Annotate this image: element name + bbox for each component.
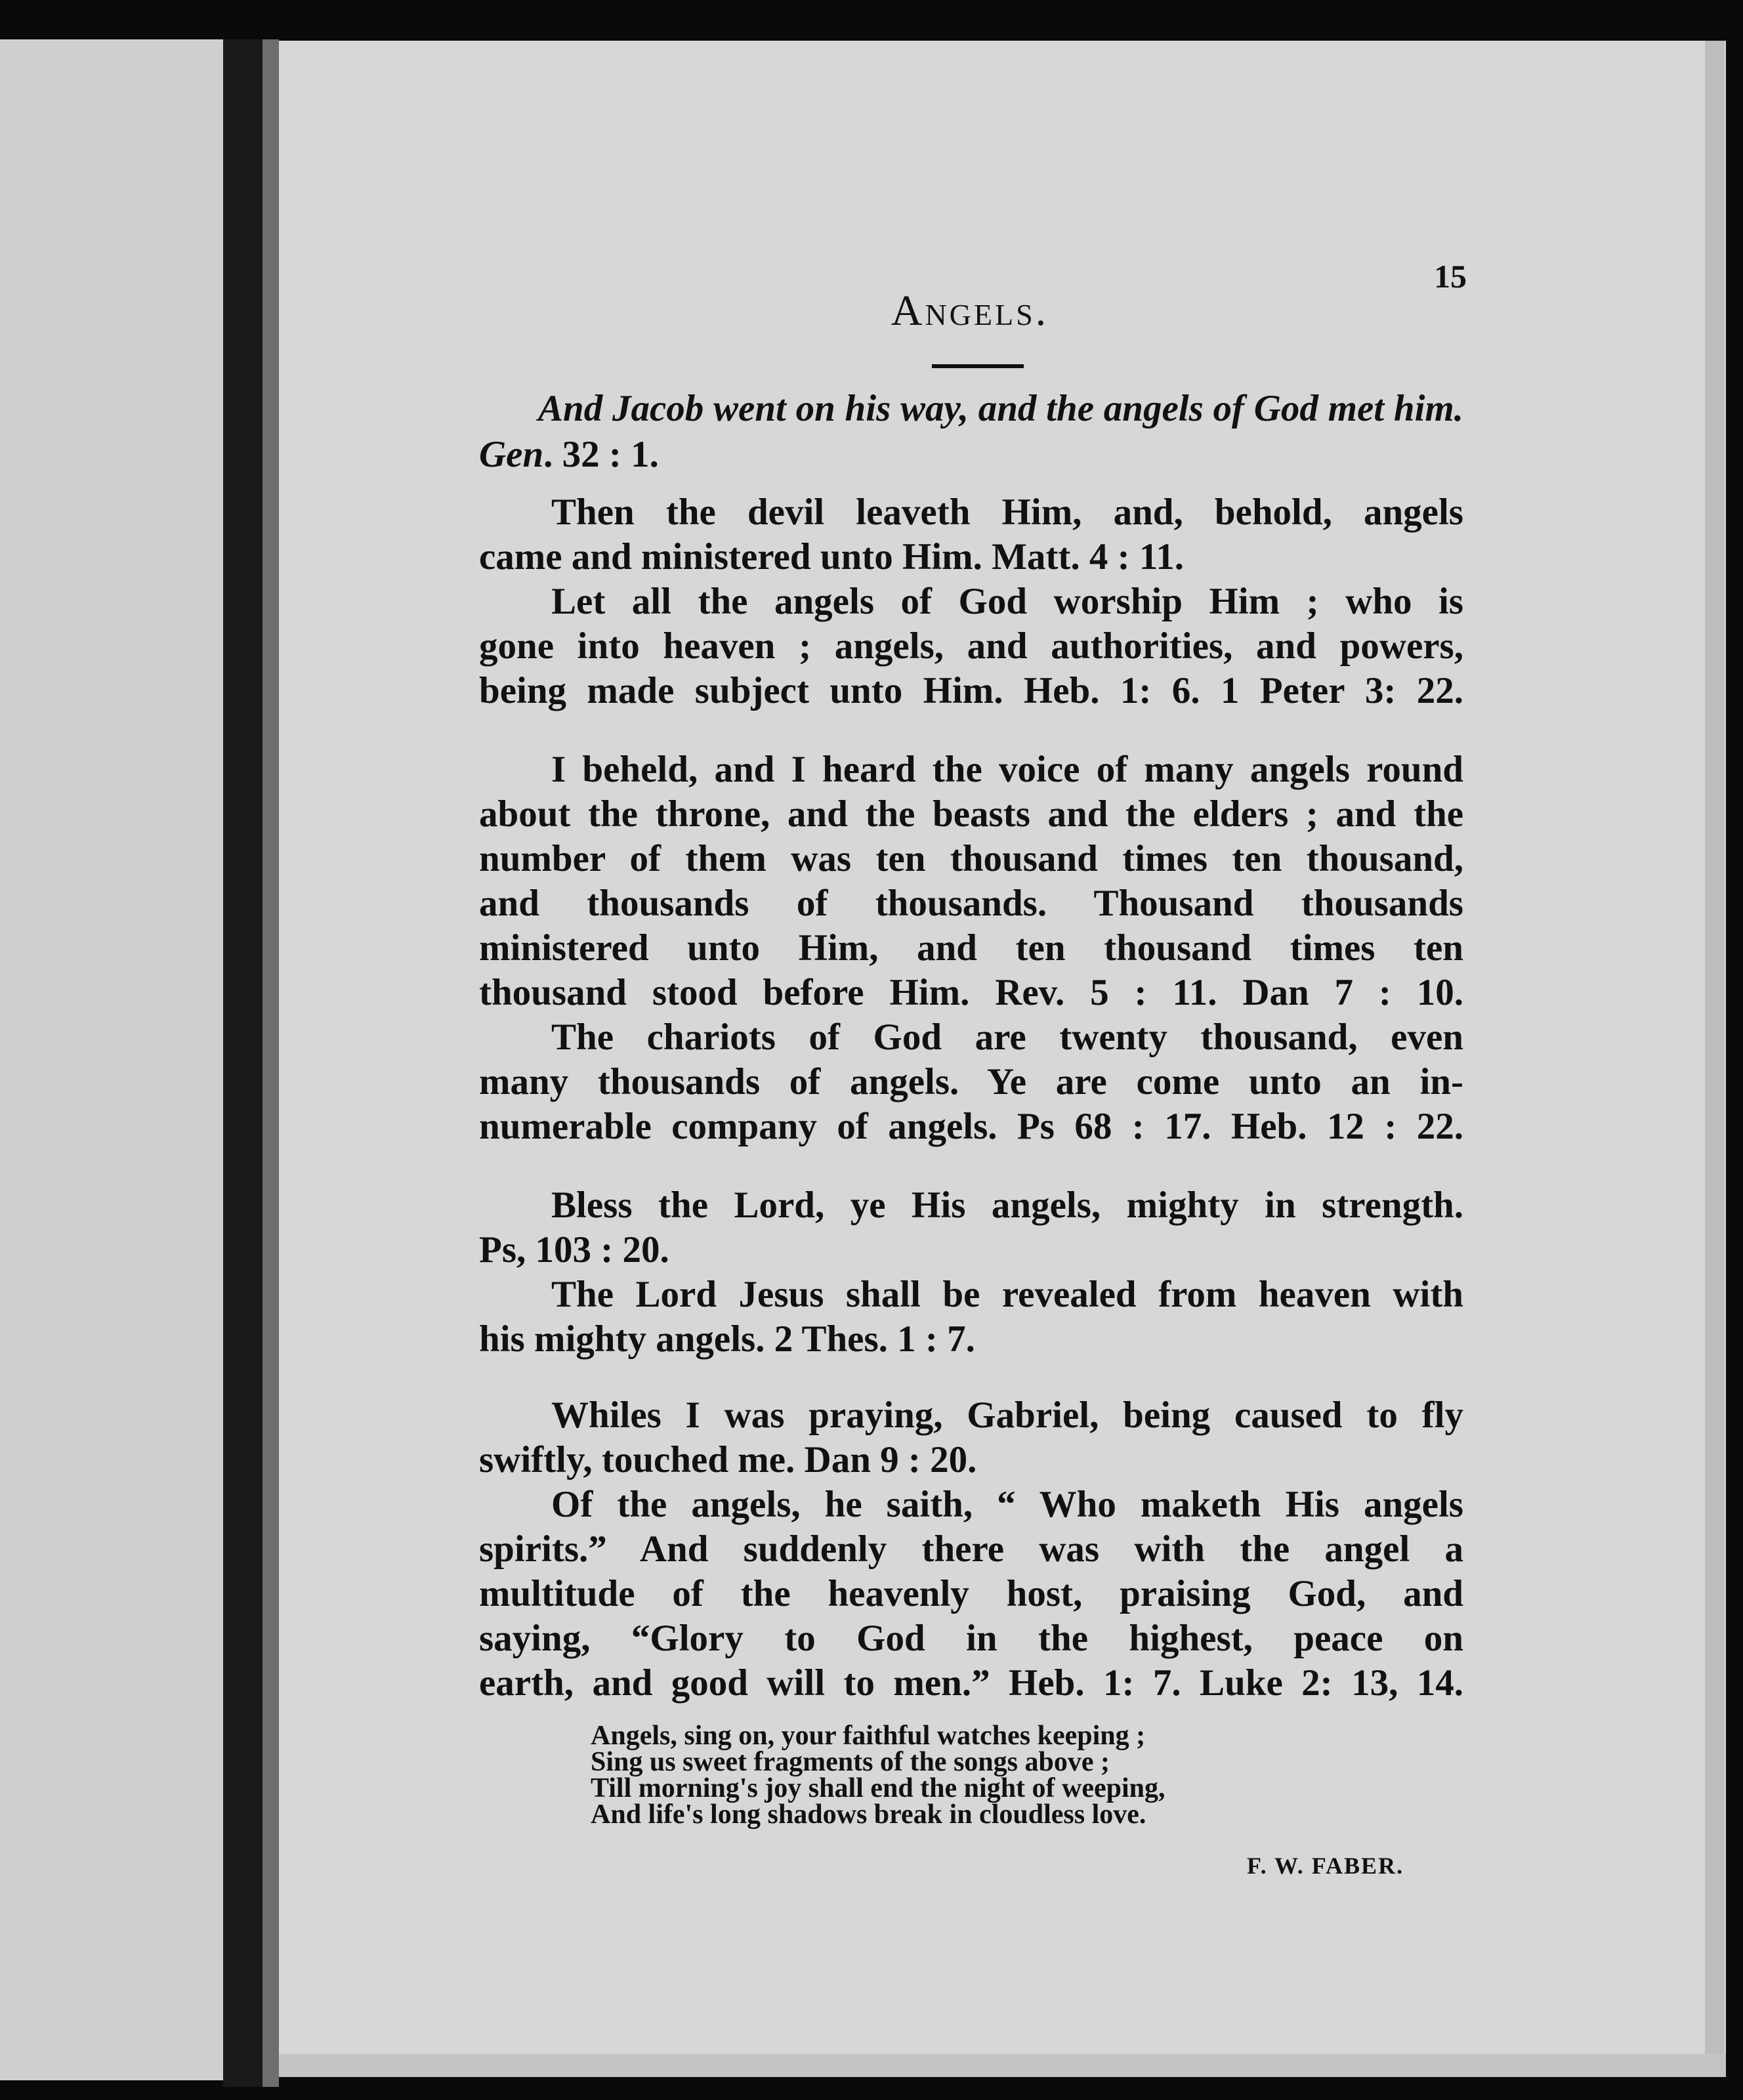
title-rule — [932, 364, 1024, 368]
epigraph-citation: Gen. 32 : 1. — [479, 434, 659, 475]
text-line: ministered unto Him, and ten thousand times ten — [479, 927, 1463, 969]
text-line: and thousands of thousands. Thousand thousands — [479, 883, 1463, 924]
page-bottom-edge — [279, 2054, 1726, 2077]
page-number: 15 — [1434, 258, 1467, 295]
text-line: I beheld, and I heard the voice of many angels round — [551, 749, 1463, 790]
page-right-edge — [1705, 41, 1725, 2075]
text-line: Of the angels, he saith, “ Who maketh His angels — [551, 1484, 1463, 1525]
poem-author: F. W. FABER. — [1247, 1853, 1404, 1879]
text-line: came and ministered unto Him. Matt. 4 : 11. — [479, 536, 1184, 578]
text-line: his mighty angels. 2 Thes. 1 : 7. — [479, 1318, 975, 1360]
text-line: swiftly, touched me. Dan 9 : 20. — [479, 1439, 977, 1480]
text-line: Ps, 103 : 20. — [479, 1229, 669, 1270]
text-line: thousand stood before Him. Rev. 5 : 11. Dan 7 : 10. — [479, 972, 1463, 1013]
book-gutter — [223, 39, 262, 2087]
left-page-edge — [0, 39, 223, 2080]
text-line: earth, and good will to men.” Heb. 1: 7. Luke 2: 13, 14. — [479, 1662, 1463, 1704]
poem-line: Angels, sing on, your faithful watches keeping ; — [591, 1721, 1146, 1751]
poem-line: And life's long shadows break in cloudless love. — [591, 1799, 1146, 1830]
text-line: multitude of the heavenly host, praising God, and — [479, 1573, 1463, 1614]
text-line: about the throne, and the beasts and the elders ; and the — [479, 793, 1463, 835]
text-line: many thousands of angels. Ye are come unto an in- — [479, 1061, 1463, 1102]
text-line: Whiles I was praying, Gabriel, being caused to fly — [551, 1395, 1463, 1436]
text-line: spirits.” And suddenly there was with the angel a — [479, 1528, 1463, 1570]
poem-line: Sing us sweet fragments of the songs above ; — [591, 1747, 1110, 1777]
text-line: The chariots of God are twenty thousand, even — [551, 1017, 1463, 1058]
text-line: number of them was ten thousand times ten thousand, — [479, 838, 1463, 879]
text-line: The Lord Jesus shall be revealed from heaven with — [551, 1274, 1463, 1315]
text-line: being made subject unto Him. Heb. 1: 6. 1 Peter 3: 22. — [479, 670, 1463, 711]
text-line: Then the devil leaveth Him, and, behold, angels — [551, 492, 1463, 533]
poem-line: Till morning's joy shall end the night of weeping, — [591, 1773, 1166, 1803]
gutter-shadow — [262, 39, 279, 2087]
page-title: Angels. — [891, 287, 1049, 335]
epigraph-line: And Jacob went on his way, and the angels of God met him. — [538, 388, 1463, 429]
text-line: saying, “Glory to God in the highest, peace on — [479, 1618, 1463, 1659]
text-line: gone into heaven ; angels, and authorities, and powers, — [479, 625, 1463, 667]
text-line: numerable company of angels. Ps 68 : 17. Heb. 12 : 22. — [479, 1106, 1463, 1147]
text-line: Let all the angels of God worship Him ; who is — [551, 581, 1463, 622]
text-line: Bless the Lord, ye His angels, mighty in strength. — [551, 1185, 1463, 1226]
